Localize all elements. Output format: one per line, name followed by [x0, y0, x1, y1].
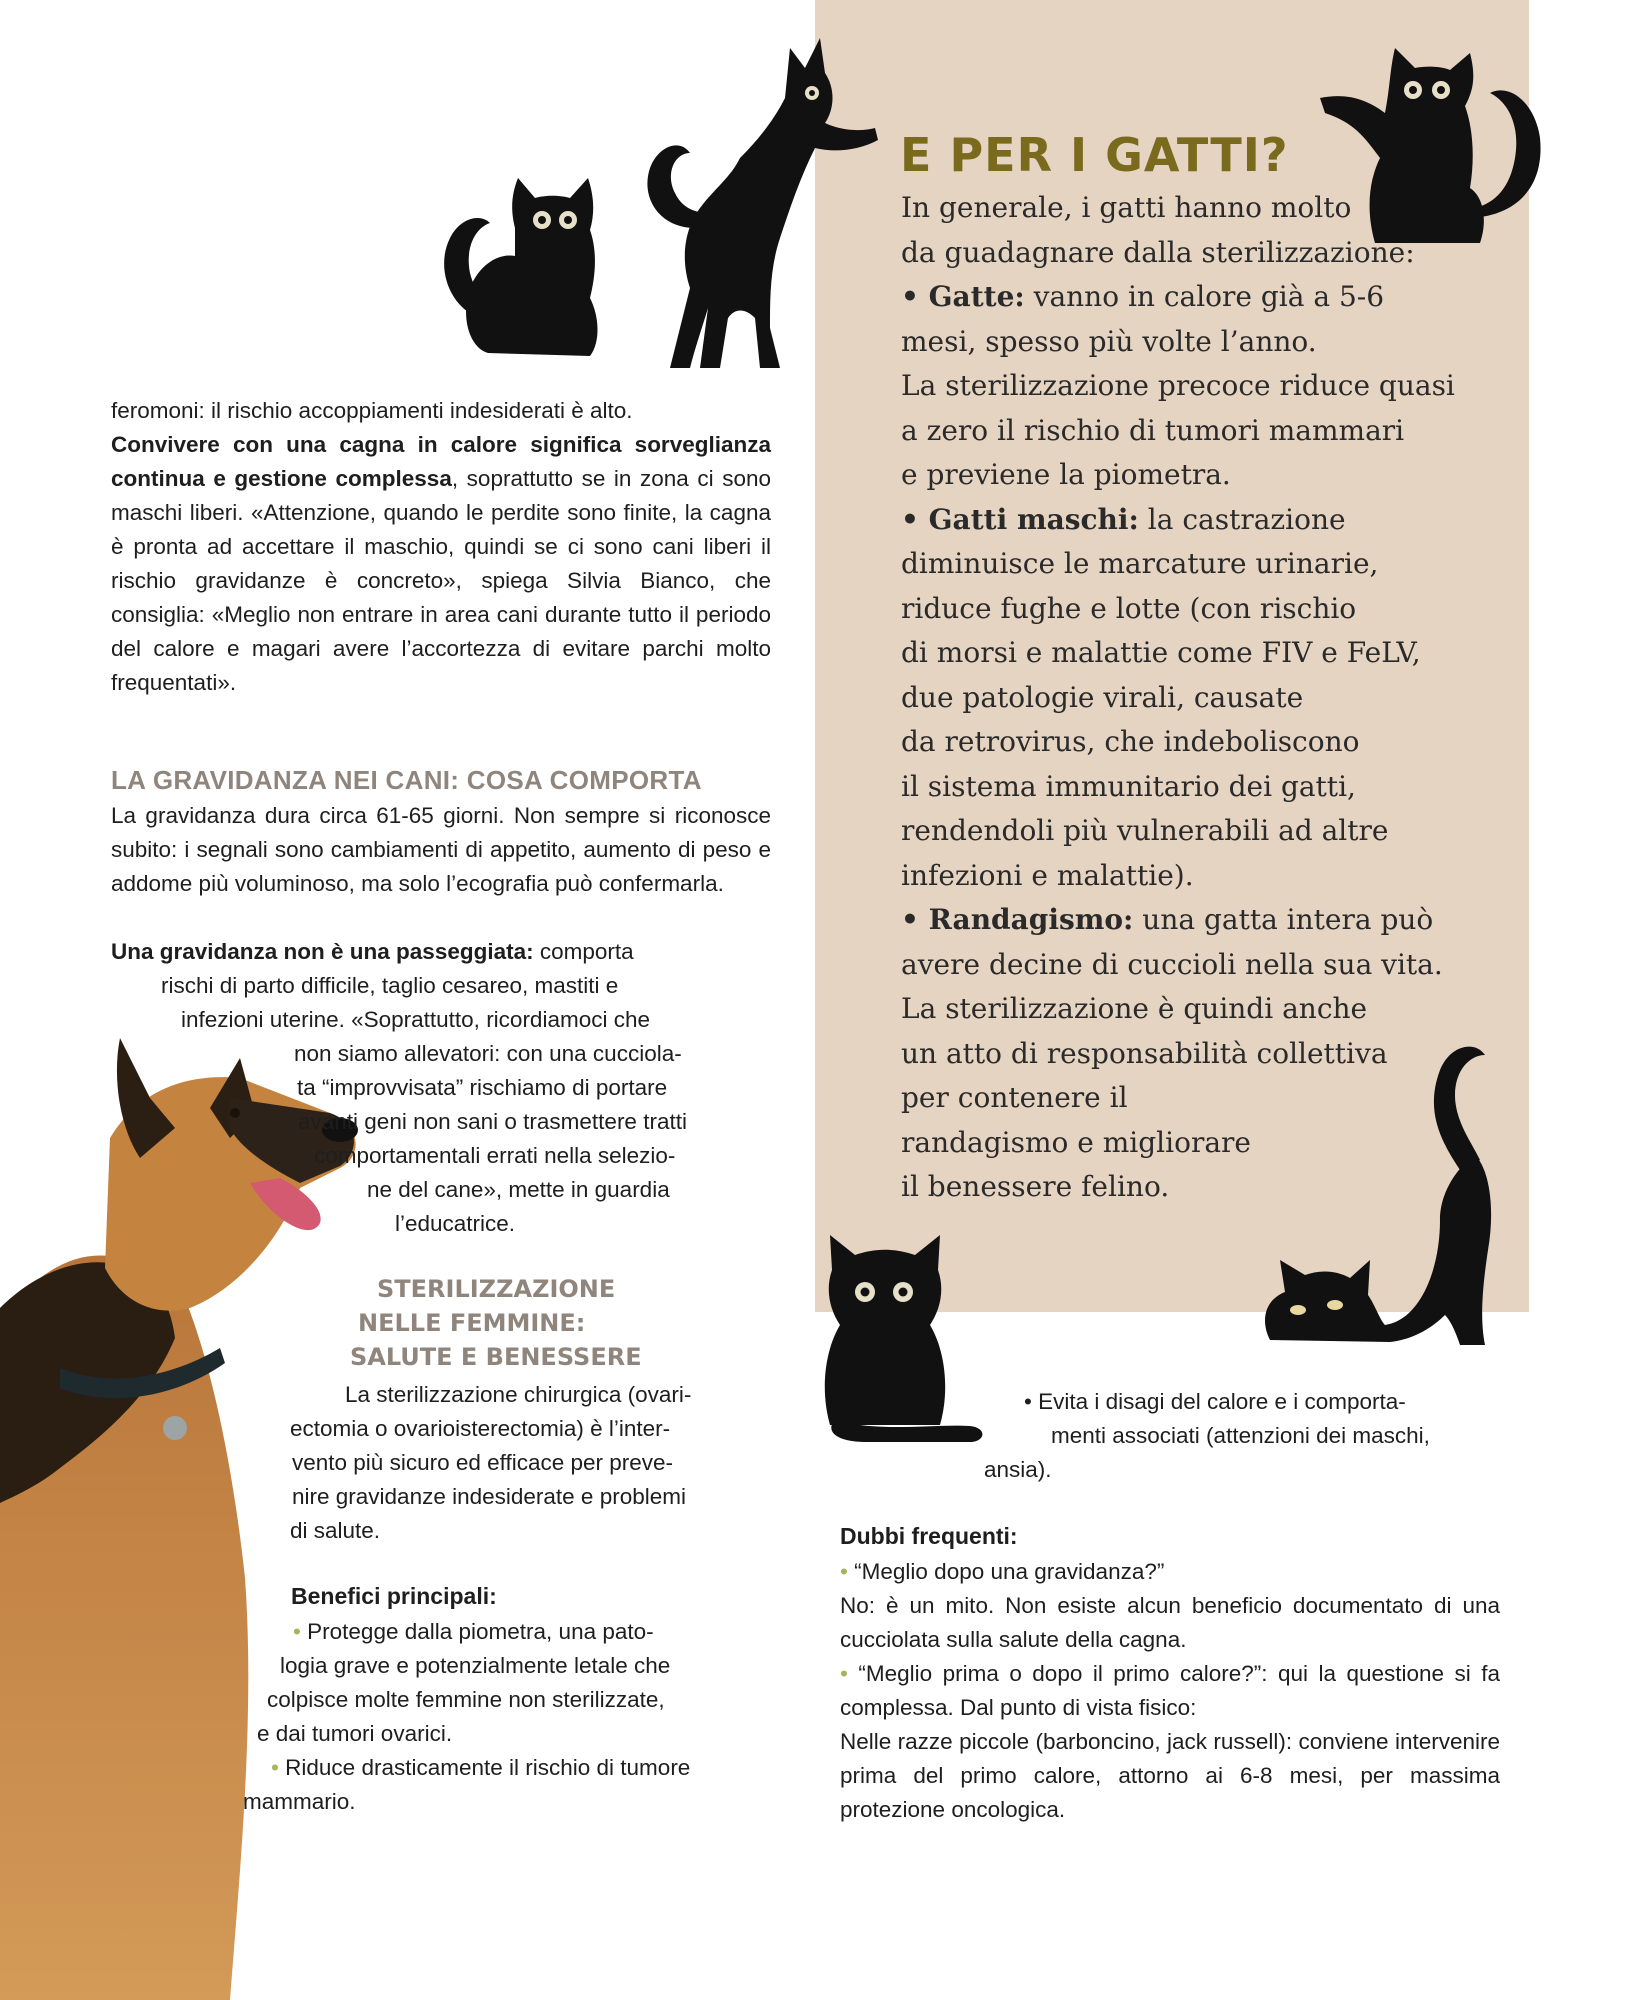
dubbi-item: • “Meglio prima o dopo il primo calore?”: qui la questione si fa complessa. Dal punto di vista fisico: [840, 1661, 1500, 1720]
gravidanza-paragraph: La gravidanza dura circa 61-65 giorni. Non sempre si riconosce subito: i segnali sono cambiamenti di appetito, aumento di peso e addome più voluminoso, ma solo l’ecografia può confermarla. [111, 803, 771, 896]
dubbi-item: • “Meglio dopo una gravidanza?” [840, 1559, 1165, 1584]
cat-randagismo-item: • Randagismo: una gatta intera può avere decine di cuccioli nella sua vita. La sterilizzazione è quindi anche un atto di responsabilità collettiva per contenere il randagismo e migliorare il benessere felino. [901, 903, 1443, 1203]
benefici-title: Benefici principali: [291, 1583, 497, 1609]
bullet-dot: • [840, 1661, 848, 1686]
sterilizzazione-heading: STERILIZZAZIONE NELLE FEMMINE: SALUTE E BENESSERE [350, 1275, 642, 1371]
evita-item: • Evita i disagi del calore e i comporta- menti associati (attenzioni dei maschi, ansia). [984, 1389, 1430, 1482]
rischi-paragraph: Una gravidanza non è una passeggiata: comporta rischi di parto difficile, taglio cesareo, mastiti e infezioni uterine. «Soprattutto, ricordiamoci che non siamo allevatori: con una cucciola- ta “improvvisata” rischiamo di portare avanti geni non sani o trasmettere tratti comportamentali errati nella selezio- ne del cane», mette in guardia l’educatrice. [111, 939, 687, 1236]
gravidanza-heading: LA GRAVIDANZA NEI CANI: COSA COMPORTA [111, 765, 702, 795]
cat-gatte-item: • Gatte: vanno in calore già a 5-6 mesi, spesso più volte l’anno. La sterilizzazione precoce riduce quasi a zero il rischio di tumori mammari e previene la piometra. [901, 280, 1455, 491]
bullet-dot: • [840, 1559, 848, 1584]
benefici-item: • Riduce drasticamente il rischio di tumore [271, 1755, 691, 1780]
sitting-cat-front-illustration [820, 1230, 985, 1450]
calore-paragraph: feromoni: il rischio accoppiamenti indesiderati è alto. Convivere con una cagna in calore significa sorveglianza continua e gestione complessa, soprattutto se in zona ci sono maschi liberi. «Attenzione, quando le perdite sono finite, la cagna è pronta ad accettare il maschio, quindi se ci sono cani liberi il rischio gravidanze è concreto», spiega Silvia Bianco, che consiglia: «Meglio non entrare in area cani durante tutto il periodo del calore e magari avere l’accortezza di evitare parchi molto frequentati». [111, 398, 772, 695]
cat-section-text [901, 186, 1461, 1210]
cat-maschi-item: • Gatti maschi: la castrazione diminuisce le marcature urinarie, riduce fughe e lotte (con rischio di morsi e malattie come FIV e FeLV, due patologie virali, causate da retrovirus, che indeboliscono il sistema immunitario dei gatti, rendendoli più vulnerabili ad altre infezioni e malattie). [901, 502, 1421, 892]
sterilizzazione-paragraph: La sterilizzazione chirurgica (ovari- ectomia o ovarioisterectomia) è l’inter- vento più sicuro ed efficace per preve- nire gravidanze indesiderate e problemi di salute. [290, 1382, 692, 1543]
sitting-kitten-illustration [440, 168, 615, 363]
cat-section-title: E PER I GATTI? [900, 128, 1289, 182]
benefici-list: • Protegge dalla piometra, una pato- logia grave e potenzialmente letale che colpisce molte femmine non sterilizzate, e dai tumori ovarici. • Riduce drasticamente il rischio di tumore mammario. [243, 1615, 771, 1819]
cat-intro: In generale, i gatti hanno molto da guadagnare dalla sterilizzazione: [901, 191, 1415, 269]
bullet-dot: • [293, 1619, 301, 1644]
dubbi-list: • “Meglio dopo una gravidanza?” No: è un mito. Non esiste alcun beneficio documentato di una cucciolata sulla salute della cagna. • “Meglio prima o dopo il primo calore?”: qui la questione si fa complessa. Dal punto di vista fisico: Nelle razze piccole (barboncino, jack russell): conviene intervenire prima del primo calore, attorno ai 6-8 mesi, per massima protezione oncologica. [840, 1555, 1500, 1827]
bullet-dot: • [271, 1755, 279, 1780]
standing-cat-illustration [620, 28, 885, 378]
benefici-item: • Protegge dalla piometra, una pato- [293, 1619, 654, 1644]
dubbi-title: Dubbi frequenti: [840, 1523, 1018, 1549]
